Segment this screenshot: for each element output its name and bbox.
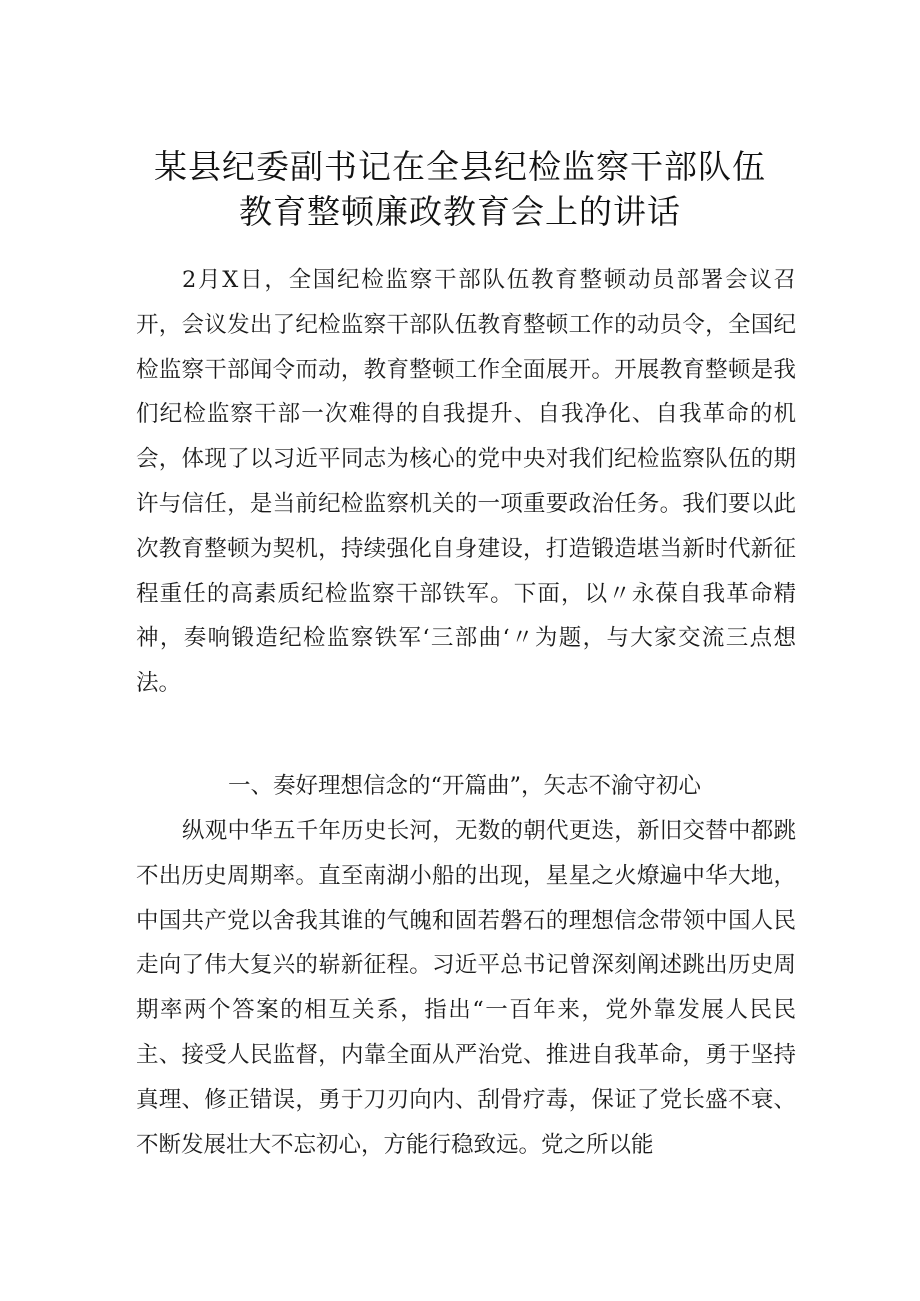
section-1-paragraph: 纵观中华五千年历史长河，无数的朝代更迭，新旧交替中都跳不出历史周期率。直至南湖小船的出现，星星之火燎遍中华大地，中国共产党以舍我其谁的气魄和固若磐石的理想信念带领中国人民走向了伟大复兴的崭新征程。习近平总书记曾深刻阐述跳出历史周期率两个答案的相互关系，指出“一百年来，党外靠发展人民民主、接受人民监督，内靠全面从严治党、推进自我革命，勇于坚持真理、修正错误，勇于刀刃向内、刮骨疗毒，保证了党长盛不衰、不断发展壮大不忘初心，方能行稳致远。党之所以能 [136,818,796,1158]
intro-paragraph: 2月X日，全国纪检监察干部队伍教育整顿动员部署会议召开，会议发出了纪检监察干部队伍教育整顿工作的动员令，全国纪检监察干部闻令而动，教育整顿工作全面展开。开展教育整顿是我们纪检监察干部一次难得的自我提升、自我净化、自我革命的机会，体现了以习近平同志为核心的党中央对我们纪检监察队伍的期许与信任，是当前纪检监察机关的一项重要政治任务。我们要以此次教育整顿为契机，持续强化自身建设，打造锻造堪当新时代新征程重任的高素质纪检监察干部铁军。下面，以〃永葆自我革命精神，奏响锻造纪检监察铁军‘三部曲‘〃为题，与大家交流三点想法。 [136,267,796,697]
document-title-line-1: 某县纪委副书记在全县纪检监察干部队伍 [154,147,766,186]
section-heading-1: 一、奏好理想信念的“开篇曲”，矢志不渝守初心 [228,773,702,799]
document-title-line-2: 教育整顿廉政教育会上的讲话 [239,192,681,231]
